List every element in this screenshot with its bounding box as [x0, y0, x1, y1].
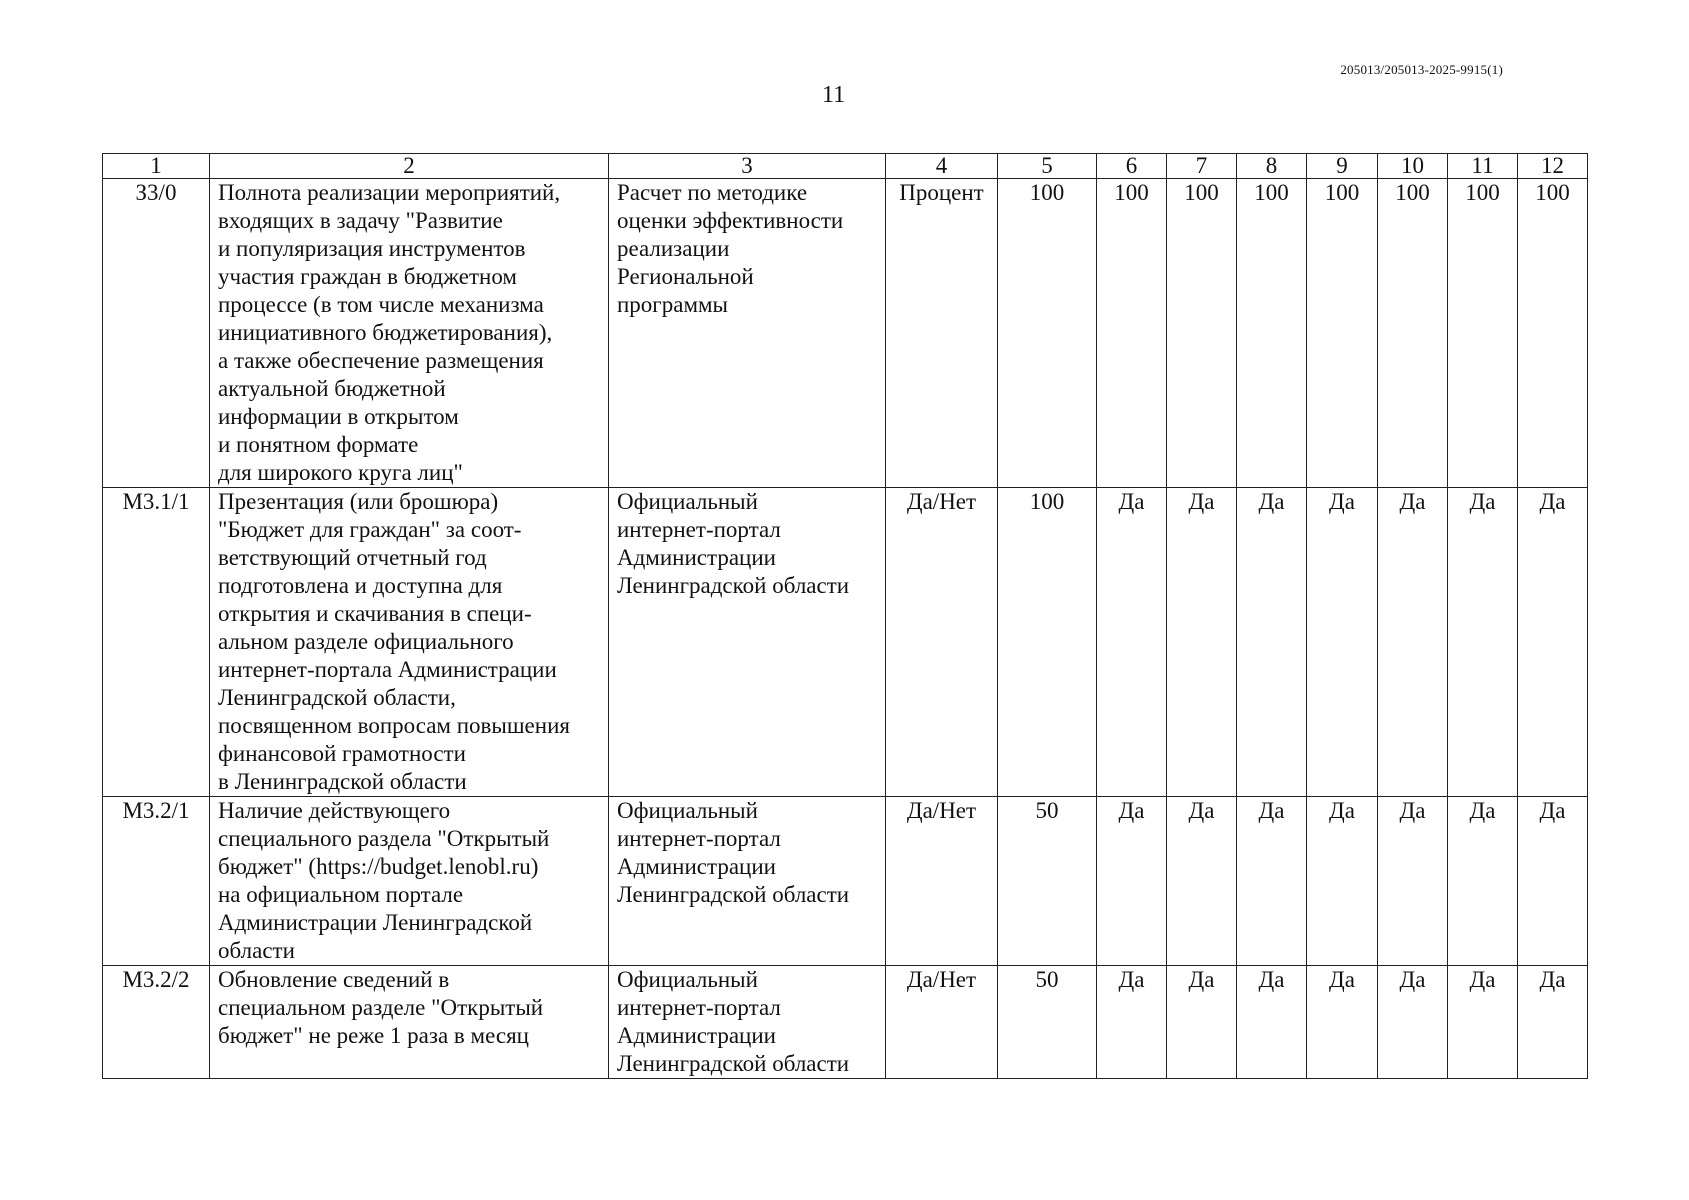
- indicator-unit: Процент: [886, 179, 998, 488]
- column-header: 3: [609, 154, 886, 179]
- indicator-value: Да: [1448, 797, 1518, 966]
- column-header: 4: [886, 154, 998, 179]
- indicator-value: Да: [1167, 488, 1237, 797]
- page-number: 11: [822, 82, 846, 108]
- indicator-value: 100: [1518, 179, 1588, 488]
- indicator-unit: Да/Нет: [886, 488, 998, 797]
- table-row: [103, 797, 1588, 966]
- column-header: 9: [1307, 154, 1378, 179]
- column-header: 1: [103, 154, 210, 179]
- indicator-unit: Да/Нет: [886, 966, 998, 1079]
- table-row: [103, 179, 1588, 488]
- indicator-value: Да: [1518, 488, 1588, 797]
- indicator-value: 100: [998, 488, 1097, 797]
- indicator-value: Да: [1378, 797, 1448, 966]
- indicator-value: 100: [1307, 179, 1378, 488]
- column-header: 11: [1448, 154, 1518, 179]
- indicator-value: 100: [1378, 179, 1448, 488]
- table-row: [103, 488, 1588, 797]
- document-id: 205013/205013-2025-9915(1): [1340, 62, 1503, 77]
- indicator-value: Да: [1167, 797, 1237, 966]
- column-header: 10: [1378, 154, 1448, 179]
- indicator-value: 50: [998, 966, 1097, 1079]
- indicator-name: Наличие действующего специального раздела "Открытый бюджет" (https://budget.lenobl.ru) на официальном портале Администрации Ленинградской области: [210, 797, 609, 966]
- indicator-name: Полнота реализации мероприятий, входящих в задачу "Развитие и популяризация инструментов участия граждан в бюджетном процессе (в том числе механизма инициативного бюджетирования), а также обеспечение размещения актуальной бюджетной информации в открытом и понятном формате для широкого круга лиц": [210, 179, 609, 488]
- indicator-name: Обновление сведений в специальном разделе "Открытый бюджет" не реже 1 раза в месяц: [210, 966, 609, 1079]
- indicator-code: М3.1/1: [103, 488, 210, 797]
- indicator-value: 100: [1448, 179, 1518, 488]
- column-header: 5: [998, 154, 1097, 179]
- indicator-name: Презентация (или брошюра) "Бюджет для граждан" за соот- ветствующий отчетный год подготовлена и доступна для открытия и скачивания в специ- альном разделе официального интернет-портала Администрации Ленинградской области, посвященном вопросам повышения финансовой грамотности в Ленинградской области: [210, 488, 609, 797]
- indicator-value: 100: [998, 179, 1097, 488]
- indicators-table: [102, 153, 1588, 1079]
- indicator-method: Официальный интернет-портал Администрации Ленинградской области: [609, 966, 886, 1079]
- indicator-value: Да: [1448, 966, 1518, 1079]
- indicator-value: Да: [1097, 488, 1167, 797]
- indicator-code: М3.2/2: [103, 966, 210, 1079]
- indicator-value: 100: [1097, 179, 1167, 488]
- indicator-value: Да: [1518, 797, 1588, 966]
- indicator-value: Да: [1097, 797, 1167, 966]
- indicator-value: Да: [1307, 966, 1378, 1079]
- column-header: 2: [210, 154, 609, 179]
- indicator-value: Да: [1378, 966, 1448, 1079]
- header-row: [103, 154, 1588, 179]
- indicator-value: Да: [1167, 966, 1237, 1079]
- indicator-value: Да: [1237, 966, 1307, 1079]
- indicator-method: Официальный интернет-портал Администрации Ленинградской области: [609, 488, 886, 797]
- indicator-value: Да: [1307, 797, 1378, 966]
- indicator-value: 100: [1167, 179, 1237, 488]
- indicator-unit: Да/Нет: [886, 797, 998, 966]
- indicator-value: Да: [1448, 488, 1518, 797]
- indicator-value: Да: [1237, 797, 1307, 966]
- indicator-code: М3.2/1: [103, 797, 210, 966]
- indicator-method: Расчет по методике оценки эффективности реализации Региональной программы: [609, 179, 886, 488]
- indicator-value: 100: [1237, 179, 1307, 488]
- indicator-value: Да: [1097, 966, 1167, 1079]
- column-header: 12: [1518, 154, 1588, 179]
- indicator-value: Да: [1237, 488, 1307, 797]
- indicator-value: Да: [1307, 488, 1378, 797]
- column-header: 7: [1167, 154, 1237, 179]
- indicator-method: Официальный интернет-портал Администрации Ленинградской области: [609, 797, 886, 966]
- table-row: [103, 966, 1588, 1079]
- column-header: 8: [1237, 154, 1307, 179]
- indicator-code: З3/0: [103, 179, 210, 488]
- indicator-value: Да: [1378, 488, 1448, 797]
- indicator-value: Да: [1518, 966, 1588, 1079]
- column-header: 6: [1097, 154, 1167, 179]
- indicator-value: 50: [998, 797, 1097, 966]
